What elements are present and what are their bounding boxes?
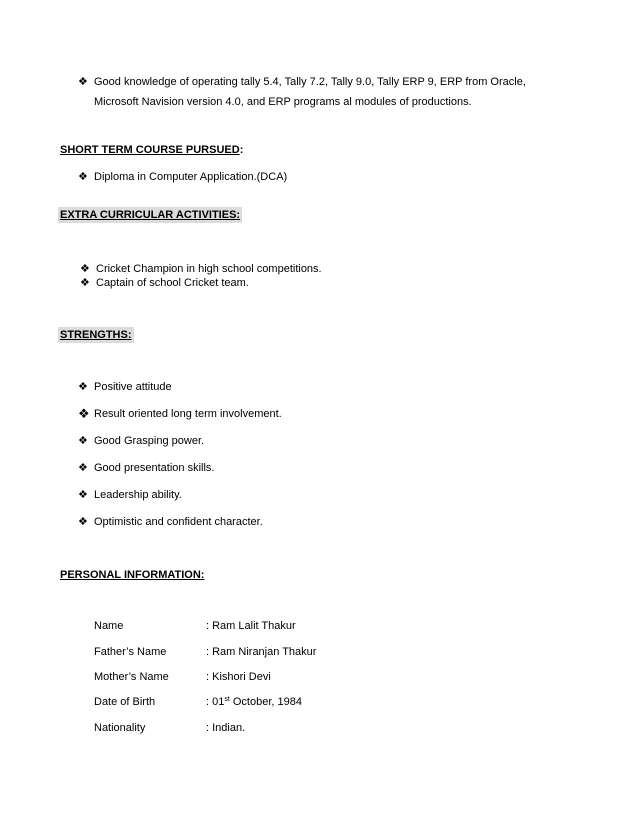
short-term-heading-colon: : (239, 144, 244, 156)
personal-heading-colon: : (200, 569, 205, 581)
personal-value-dob (206, 696, 302, 708)
diamond-bullet-icon: ❖ (78, 489, 88, 501)
skills-item-text (94, 75, 526, 110)
strengths-item (78, 461, 214, 476)
diamond-bullet-icon: ❖ (78, 76, 88, 88)
short-term-item-text: Diploma in Computer Application.(DCA) (94, 171, 288, 183)
strengths-item (78, 515, 263, 530)
personal-label-dob: Date of Birth (94, 696, 156, 708)
dob-month-year: October, 1984 (229, 696, 302, 708)
strengths-heading-colon: : (127, 329, 132, 341)
diamond-bullet-icon: ❖ (78, 381, 88, 393)
short-term-heading (58, 142, 245, 158)
strengths-item-text: Result oriented long term involvement. (94, 408, 282, 420)
personal-label-father: Father’s Name (94, 646, 167, 658)
skills-line-2: Microsoft Navision version 4.0, and ERP programs al modules of productions. (94, 96, 472, 108)
strengths-heading (58, 327, 134, 343)
personal-label-mother: Mother’s Name (94, 671, 169, 683)
extra-curricular-heading (58, 207, 242, 223)
dob-day: : 01 (206, 696, 225, 708)
extra-curricular-item (80, 262, 322, 277)
short-term-item (78, 170, 287, 185)
strengths-item (78, 434, 204, 449)
diamond-bullet-icon: ❖ (78, 435, 88, 447)
strengths-item (78, 488, 182, 503)
extra-curricular-heading-text: EXTRA CURRICULAR ACTIVITIES: (60, 209, 241, 221)
personal-value-nationality: : Indian. (206, 722, 246, 734)
personal-value-father: : Ram Niranjan Thakur (206, 646, 317, 658)
personal-value-mother: : Kishori Devi (206, 671, 271, 683)
diamond-bullet-icon: ❖ (78, 462, 88, 474)
strengths-item-text: Optimistic and confident character. (94, 516, 263, 528)
dob-day-suffix: st (224, 696, 230, 703)
personal-label-name: Name (94, 620, 124, 632)
strengths-item-text: Leadership ability. (94, 489, 182, 501)
extra-curricular-item-text: Cricket Champion in high school competitions. (96, 263, 322, 275)
skills-line-1: Good knowledge of operating tally 5.4, Tally 7.2, Tally 9.0, Tally ERP 9, ERP from Oracle, (94, 76, 526, 88)
personal-heading (58, 567, 206, 583)
skills-item (78, 75, 526, 110)
diamond-bullet-icon: ❖ (80, 277, 90, 289)
personal-label-nationality: Nationality (94, 722, 146, 734)
strengths-item-text: Positive attitude (94, 381, 172, 393)
strengths-item (78, 380, 172, 395)
strengths-item (78, 407, 282, 422)
diamond-bullet-icon: ❖ (78, 406, 90, 421)
diamond-bullet-icon: ❖ (78, 516, 88, 528)
extra-curricular-item (80, 276, 249, 291)
strengths-item-text: Good presentation skills. (94, 462, 215, 474)
short-term-heading-text: SHORT TERM COURSE PURSUED (60, 144, 240, 156)
diamond-bullet-icon: ❖ (78, 171, 88, 183)
personal-value-name: : Ram Lalit Thakur (206, 620, 296, 632)
diamond-bullet-icon: ❖ (80, 263, 90, 275)
strengths-item-text: Good Grasping power. (94, 435, 205, 447)
strengths-heading-text: STRENGTHS (60, 329, 128, 341)
personal-heading-text: PERSONAL INFORMATION (60, 569, 201, 581)
extra-curricular-item-text: Captain of school Cricket team. (96, 277, 249, 289)
